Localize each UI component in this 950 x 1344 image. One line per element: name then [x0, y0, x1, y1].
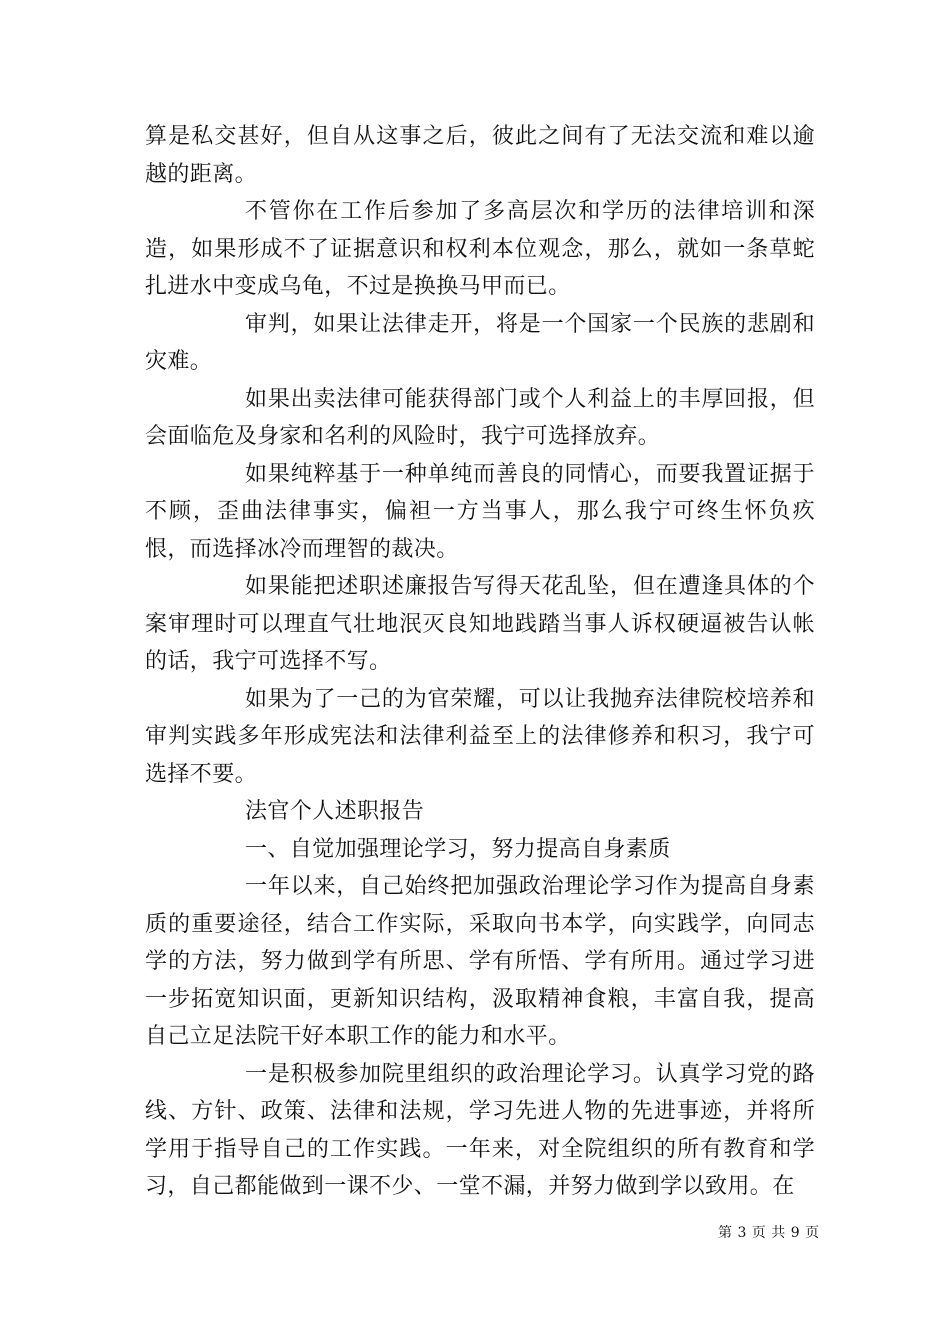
- section-title: 法官个人述职报告: [245, 799, 425, 824]
- paragraph-sympathy: 如果纯粹基于一种单纯而善良的同情心，而要我置证据于不顾，歪曲法律事实，偏袒一方当事人，那么我宁可终生怀负疚恨，而选择冰冷而理智的裁决。: [145, 461, 815, 562]
- paragraph-report-writing: 如果能把述职述廉报告写得天花乱坠，但在遭逢具体的个案审理时可以理直气壮地泯灭良知地践踏当事人诉权硬逼被告认帐的话，我宁可选择不写。: [145, 574, 815, 674]
- page-number-footer: 第 3 页 共 9 页: [718, 1225, 820, 1241]
- paragraph-continuation: 算是私交甚好，但自从这事之后，彼此之间有了无法交流和难以逾越的距离。: [145, 124, 815, 187]
- document-body: [145, 118, 815, 1206]
- paragraph-legal-training: 不管你在工作后参加了多高层次和学历的法律培训和深造，如果形成不了证据意识和权利本位观念，那么，就如一条草蛇扎进水中变成乌龟，不过是换换马甲而已。: [145, 199, 815, 299]
- paragraph-sell-law: 如果出卖法律可能获得部门或个人利益上的丰厚回报，但会面临危及身家和名利的风险时，我宁可选择放弃。: [145, 386, 815, 449]
- paragraph-trial-law: 审判，如果让法律走开，将是一个国家一个民族的悲剧和灾难。: [145, 311, 815, 374]
- paragraph-political-study: 一是积极参加院里组织的政治理论学习。认真学习党的路线、方针、政策、法律和法规，学习先进人物的先进事迹，并将所学用于指导自己的工作实践。一年来，对全院组织的所有教育和学习，自己都能做到一课不少、一堂不漏，并努力做到学以致用。在: [145, 1061, 815, 1199]
- section-heading-one: 一、自觉加强理论学习，努力提高自身素质: [245, 836, 671, 862]
- paragraph-theory-study: 一年以来，自己始终把加强政治理论学习作为提高自身素质的重要途径，结合工作实际，采取向书本学，向实践学，向同志学的方法，努力做到学有所思、学有所悟、学有所用。通过学习进一步拓宽知识面，更新知识结构，汲取精神食粮，丰富自我，提高自己立足法院干好本职工作的能力和水平。: [145, 874, 815, 1049]
- paragraph-official-honor: 如果为了一己的为官荣耀，可以让我抛弃法律院校培养和审判实践多年形成宪法和法律利益至上的法律修养和积习，我宁可选择不要。: [145, 686, 815, 787]
